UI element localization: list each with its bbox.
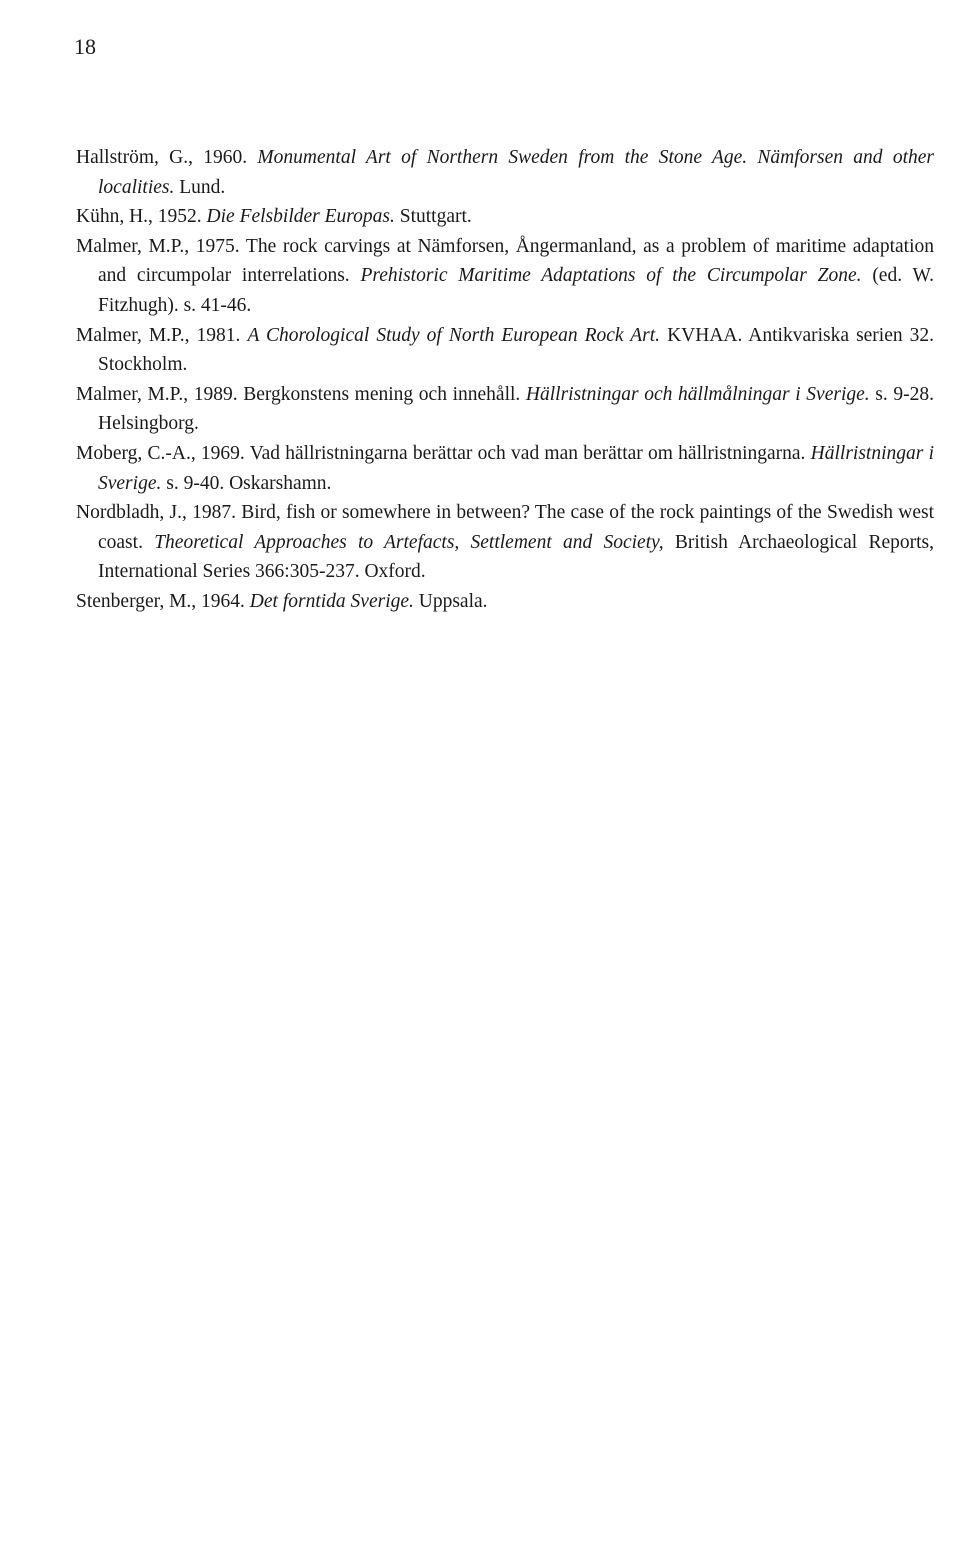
reference-author: Malmer, M.P., 1981. (76, 324, 241, 346)
reference-entry (76, 202, 934, 232)
reference-details: Uppsala. (418, 590, 488, 612)
reference-entry (76, 587, 934, 617)
reference-title: Theoretical Approaches to Artefacts, Settlement and Society, (154, 531, 664, 553)
reference-details: British Archaeological Reports, International Series 366:305-237. Oxford. (98, 531, 934, 583)
reference-title: Monumental Art of Northern Sweden from the Stone Age. Nämforsen and other localities. (98, 147, 934, 198)
reference-title: Prehistoric Maritime Adaptations of the Circumpolar Zone. (360, 265, 862, 287)
reference-title: Det forntida Sverige. (249, 590, 414, 612)
reference-author: Stenberger, M., 1964. (76, 590, 245, 612)
reference-entry (76, 380, 934, 439)
reference-article: Bergkonstens mening och innehåll. (243, 383, 521, 405)
reference-entry (76, 498, 934, 587)
reference-article: The rock carvings at Nämforsen, Ångermanland, as a problem of maritime adaptation and circumpolar interrelations. (98, 235, 934, 287)
reference-author: Moberg, C.-A., 1969. (76, 442, 245, 464)
reference-author: Kühn, H., 1952. (76, 206, 202, 228)
reference-details: (ed. W. Fitzhugh). s. 41-46. (98, 265, 935, 316)
reference-article: Vad hällristningarna berättar och vad man berättar om hällristningarna. (249, 442, 806, 464)
page-number: 18 (74, 34, 96, 59)
reference-author: Nordbladh, J., 1987. (76, 502, 236, 524)
bibliography-list (76, 143, 934, 617)
reference-author: Hallström, G., 1960. (76, 147, 248, 168)
reference-entry (76, 439, 934, 498)
reference-title: Hällristningar och hällmålningar i Sverige. (525, 383, 870, 405)
reference-title: Die Felsbilder Europas. (206, 206, 395, 228)
reference-title: A Chorological Study of North European Rock Art. (247, 324, 661, 346)
reference-entry (76, 143, 934, 202)
reference-details: s. 9-28. Helsingborg. (98, 383, 935, 435)
reference-article: Bird, fish or somewhere in between? The case of the rock paintings of the Swedish west coast. (98, 502, 935, 553)
reference-entry (76, 321, 934, 380)
reference-details: s. 9-40. Oskarshamn. (166, 472, 332, 494)
reference-title: Hällristningar i Sverige. (98, 442, 934, 494)
reference-details: Lund. (179, 176, 226, 198)
reference-author: Malmer, M.P., 1975. (76, 235, 240, 257)
reference-entry (76, 232, 934, 321)
reference-author: Malmer, M.P., 1989. (76, 383, 238, 405)
reference-details: KVHAA. Antikvariska serien 32. Stockholm. (98, 324, 935, 376)
reference-details: Stuttgart. (399, 206, 472, 228)
